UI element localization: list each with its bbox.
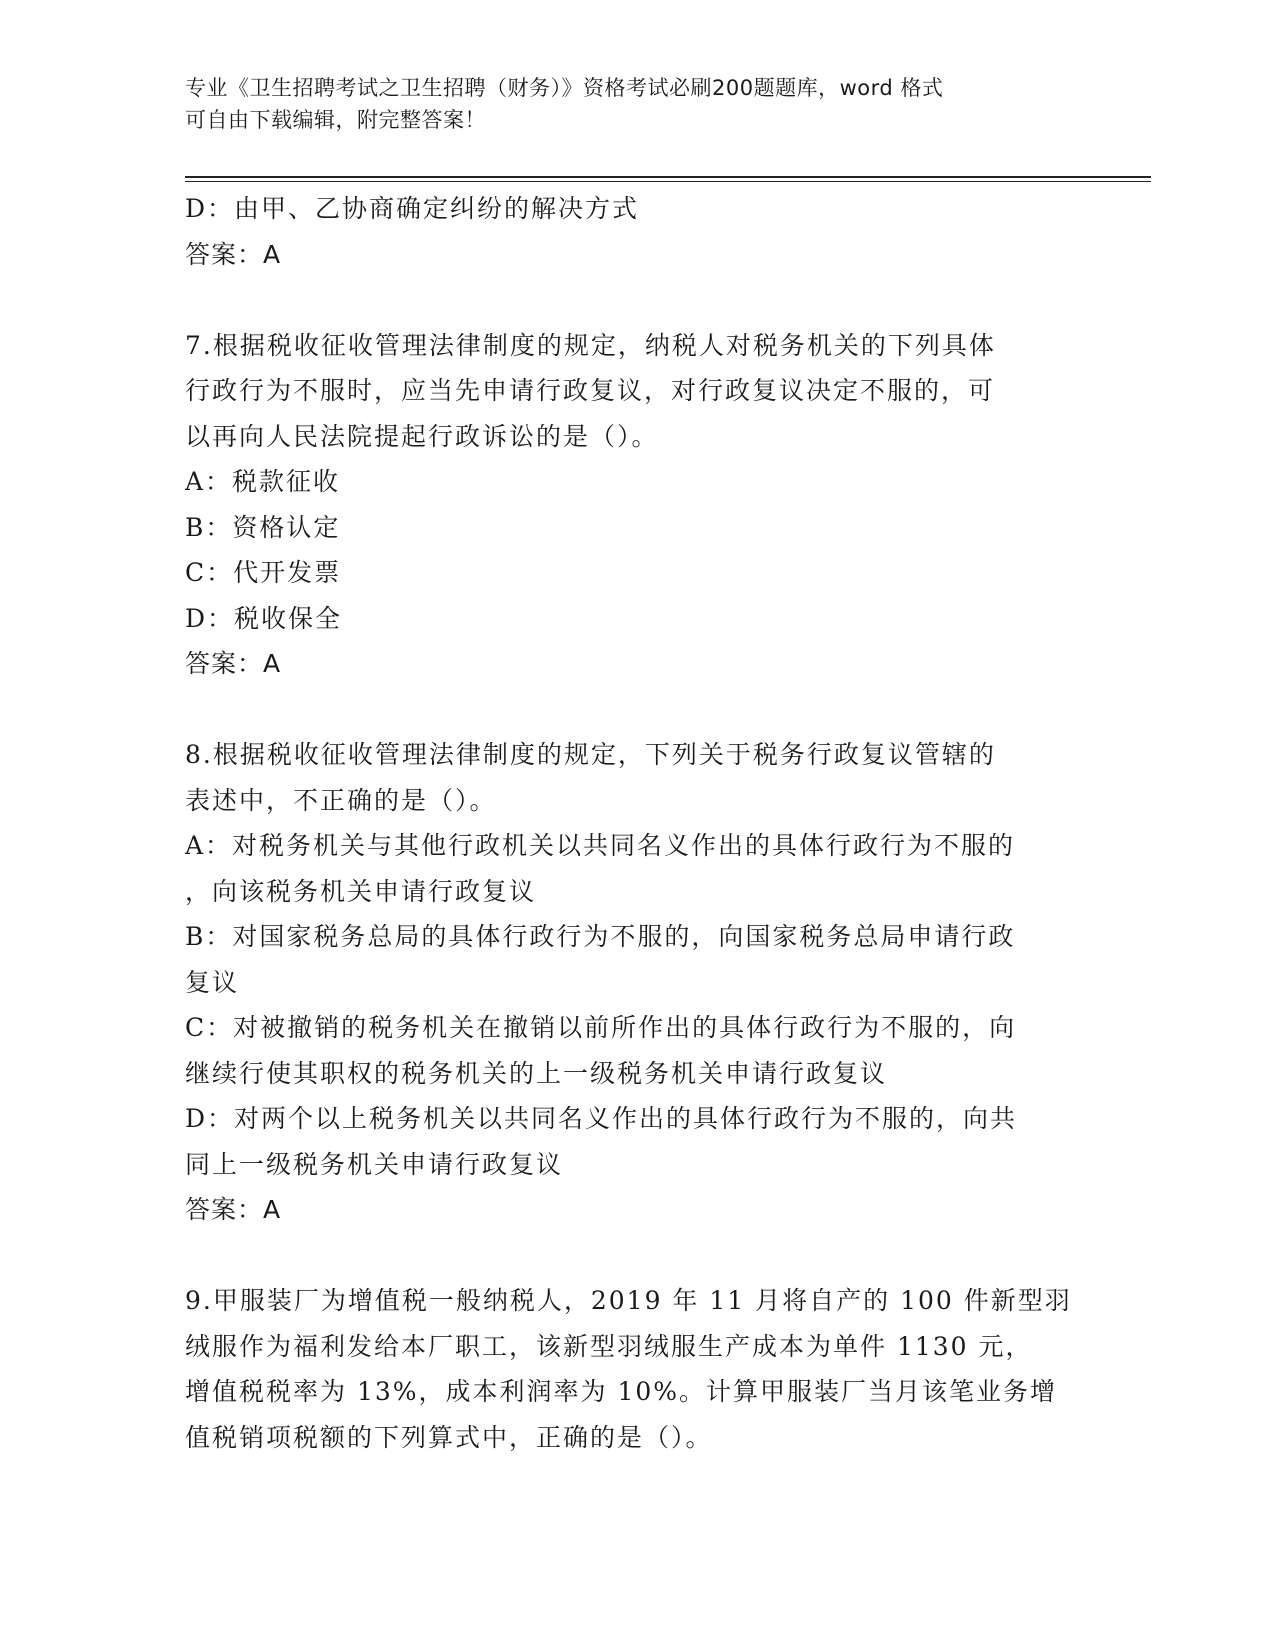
- question-stem-line: 表述中，不正确的是（）。: [185, 785, 497, 815]
- answer: 答案：A: [185, 239, 282, 269]
- question-stem-line: 7.根据税收征收管理法律制度的规定，纳税人对税务机关的下列具体: [185, 330, 996, 360]
- answer: 答案：A: [185, 1195, 282, 1224]
- document-body: [185, 186, 1085, 1460]
- answer: 答案：A: [185, 649, 282, 678]
- header-line-1: 专业《卫生招聘考试之卫生招聘（财务）》资格考试必刷200题题库，word 格式: [185, 76, 944, 100]
- question-8: [185, 732, 1085, 1233]
- option-d-continued: 同上一级税务机关申请行政复议: [185, 1149, 564, 1179]
- option-c: C：代开发票: [185, 558, 342, 587]
- option-c: C：对被撤销的税务机关在撤销以前所作出的具体行政行为不服的，向: [185, 1013, 1017, 1042]
- option-d: D：税收保全: [185, 603, 343, 633]
- question-stem-line: 增值税税率为 13%，成本利润率为 10%。计算甲服装厂当月该笔业务增: [185, 1377, 1058, 1406]
- spacer: [185, 687, 1085, 733]
- question-stem-line: 行政行为不服时，应当先申请行政复议，对行政复议决定不服的，可: [185, 376, 996, 405]
- prev-question-tail: [185, 186, 1085, 277]
- option-c-continued: 继续行使其职权的税务机关的上一级税务机关申请行政复议: [185, 1058, 888, 1088]
- question-stem-line: 以再向人民法院提起行政诉讼的是（）。: [185, 421, 659, 451]
- header-divider-thick: [185, 176, 1151, 178]
- option-b: B：对国家税务总局的具体行政行为不服的，向国家税务总局申请行政: [185, 922, 1016, 951]
- option-a: A：对税务机关与其他行政机关以共同名义作出的具体行政行为不服的: [185, 831, 1016, 860]
- option-b-continued: 复议: [185, 967, 240, 997]
- option-d: D：对两个以上税务机关以共同名义作出的具体行政行为不服的，向共: [185, 1104, 1018, 1133]
- option-a: A：税款征收: [185, 467, 341, 496]
- option-d: D：由甲、乙协商确定纠纷的解决方式: [185, 194, 640, 223]
- question-stem-line: 值税销项税额的下列算式中，正确的是（）。: [185, 1422, 713, 1452]
- question-stem-line: 9.甲服装厂为增值税一般纳税人，2019 年 11 月将自产的 100 件新型羽: [185, 1286, 1072, 1315]
- question-7: [185, 323, 1085, 687]
- header-line-2: 可自由下载编辑，附完整答案！: [185, 108, 486, 132]
- question-stem-line: 8.根据税收征收管理法律制度的规定，下列关于税务行政复议管辖的: [185, 740, 996, 769]
- question-9: [185, 1278, 1085, 1460]
- spacer: [185, 1233, 1085, 1279]
- document-header: [185, 72, 1065, 136]
- header-divider-thin: [185, 181, 1151, 182]
- option-b: B：资格认定: [185, 512, 341, 542]
- spacer: [185, 277, 1085, 323]
- option-a-continued: ，向该税务机关申请行政复议: [185, 876, 537, 906]
- question-stem-line: 绒服作为福利发给本厂职工，该新型羽绒服生产成本为单件 1130 元，: [185, 1331, 1033, 1361]
